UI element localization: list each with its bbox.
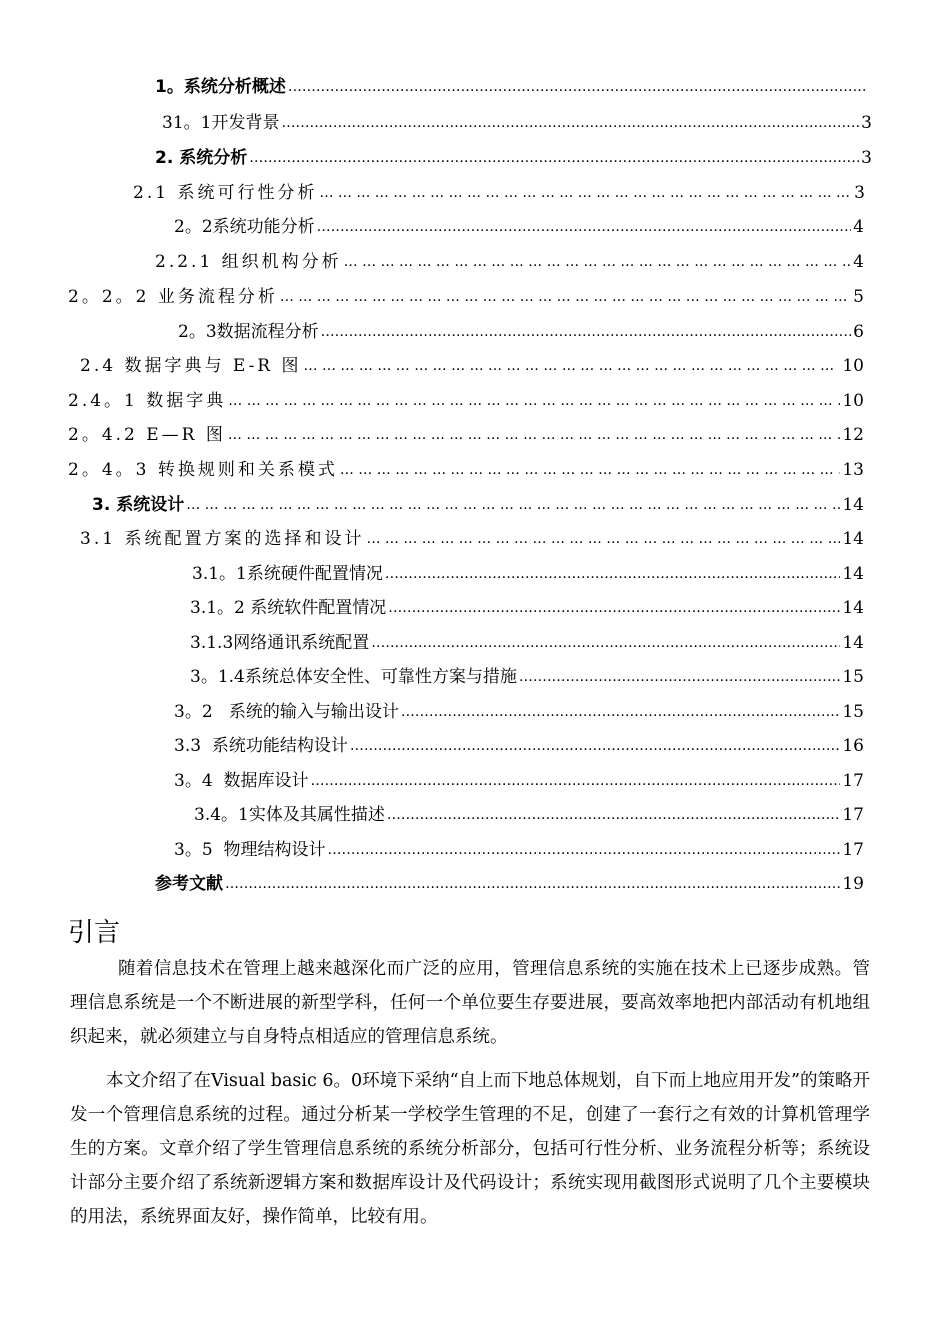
toc-page-number: 19 (842, 874, 864, 894)
toc-leader (310, 764, 840, 798)
toc-entry-label: 参考文献 (155, 874, 223, 894)
toc-page-number: 17 (842, 840, 864, 860)
toc-page-number: 6 (853, 322, 864, 342)
toc-entry[interactable] (155, 141, 872, 175)
toc-entry-label: 3。5 物理结构设计 (174, 840, 326, 860)
toc-page-number: 4 (853, 252, 864, 272)
toc-page-number: 17 (842, 771, 864, 791)
toc-leader (319, 176, 852, 210)
toc-leader (288, 70, 868, 104)
toc-entry[interactable] (68, 280, 864, 314)
toc-entry[interactable] (155, 70, 870, 104)
toc-entry[interactable] (190, 591, 864, 625)
toc-entry[interactable] (174, 210, 864, 244)
toc-leader (401, 695, 841, 729)
toc-leader (228, 418, 840, 452)
toc-leader (321, 315, 852, 349)
toc-entry-label: 2.1 系统可行性分析 (133, 183, 318, 203)
toc-entry[interactable] (194, 798, 864, 832)
intro-paragraph-1: 随着信息技术在管理上越来越深化而广泛的应用，管理信息系统的实施在技术上已逐步成熟。管理信息系统是一个不断进展的新型学科，任何一个单位要生存要进展，要高效率地把内部活动有机地组织起来，就必须建立与自身特点相适应的管理信息系统。 (70, 959, 870, 1047)
toc-entry-label: 3.4。1实体及其属性描述 (194, 805, 385, 825)
toc-entry[interactable] (80, 349, 864, 383)
toc-entry-label: 2. 系统分析 (155, 148, 248, 168)
toc-page-number: 15 (842, 702, 864, 722)
toc-page-number: 17 (842, 805, 864, 825)
toc-leader (387, 798, 841, 832)
toc-entry[interactable] (190, 626, 864, 660)
toc-entry[interactable] (174, 729, 864, 763)
toc-leader (317, 210, 852, 244)
toc-entry[interactable] (174, 695, 864, 729)
toc-page-number: 3 (854, 183, 865, 203)
toc-entry[interactable] (162, 106, 872, 140)
toc-page-number: 10 (842, 391, 864, 411)
toc-leader (385, 557, 841, 591)
toc-entry-label: 2。2。2 业务流程分析 (68, 287, 278, 307)
toc-entry-label: 2。3数据流程分析 (178, 322, 319, 342)
toc-page-number: 16 (842, 736, 864, 756)
toc-entry[interactable] (68, 453, 864, 487)
toc-page-number: 10 (842, 356, 864, 376)
toc-leader (366, 522, 840, 556)
toc-entry-label: 3。2 系统的输入与输出设计 (174, 702, 399, 722)
toc-page-number: 5 (853, 287, 864, 307)
toc-leader (327, 833, 840, 867)
toc-entry-label: 3。1.4系统总体安全性、可靠性方案与措施 (190, 667, 517, 687)
toc-leader (519, 660, 841, 694)
toc-leader (186, 488, 840, 522)
toc-leader (340, 453, 841, 487)
toc-entry-label: 3.3 系统功能结构设计 (174, 736, 348, 756)
toc-entry[interactable] (68, 418, 864, 452)
toc-entry[interactable] (80, 522, 864, 556)
toc-leader (388, 591, 840, 625)
toc-page-number: 3 (861, 113, 872, 133)
toc-page-number: 14 (842, 529, 864, 549)
toc-entry[interactable] (192, 557, 864, 591)
toc-leader (371, 626, 840, 660)
toc-leader (280, 280, 851, 314)
toc-entry-label: 3。4 数据库设计 (174, 771, 309, 791)
toc-page-number: 13 (842, 460, 864, 480)
toc-leader (344, 245, 852, 279)
toc-leader (350, 729, 841, 763)
toc-entry[interactable] (174, 833, 864, 867)
toc-entry[interactable] (68, 384, 864, 418)
toc-entry-label: 31。1开发背景 (162, 113, 280, 133)
toc-entry[interactable] (190, 660, 864, 694)
toc-entry[interactable] (133, 176, 865, 210)
toc-page-number: 14 (842, 564, 864, 584)
toc-entry-label: 3.1.3网络通讯系统配置 (190, 633, 370, 653)
toc-entry-label: 2。2系统功能分析 (174, 217, 315, 237)
toc-entry-label: 3.1 系统配置方案的选择和设计 (80, 529, 365, 549)
toc-page-number: 14 (842, 495, 864, 515)
toc-leader (228, 384, 840, 418)
toc-leader (304, 349, 841, 383)
toc-leader (225, 867, 840, 901)
toc-entry[interactable] (92, 488, 864, 522)
intro-heading: 引言 (68, 918, 121, 948)
toc-leader (249, 141, 859, 175)
toc-entry-label: 1。系统分析概述 (155, 77, 286, 97)
toc-entry[interactable] (174, 764, 864, 798)
toc-page-number: 14 (842, 633, 864, 653)
toc-page-number: 3 (861, 148, 872, 168)
toc-entry-label: 2。4。3 转换规则和关系模式 (68, 460, 338, 480)
toc-entry-label: 3.1。1系统硬件配置情况 (192, 564, 383, 584)
toc-entry-label: 2.2.1 组织机构分析 (155, 252, 342, 272)
toc-entry-label: 2.4 数据字典与 E-R 图 (80, 356, 302, 376)
toc-page-number: 15 (842, 667, 864, 687)
toc-page-number: 4 (853, 217, 864, 237)
toc-entry-label: 3. 系统设计 (92, 495, 185, 515)
toc-entry[interactable] (178, 315, 864, 349)
toc-page-number: 14 (842, 598, 864, 618)
toc-entry-label: 3.1。2 系统软件配置情况 (190, 598, 387, 618)
toc-page-number: 12 (842, 425, 864, 445)
toc-entry-label: 2.4。1 数据字典 (68, 391, 227, 411)
toc-entry[interactable] (155, 245, 864, 279)
toc-entry-label: 2。4.2 E—R 图 (68, 425, 226, 445)
toc-leader (281, 106, 859, 140)
toc-entry[interactable] (155, 867, 864, 901)
intro-paragraph-2: 本文介绍了在Visual basic 6。0环境下采纳“自上而下地总体规划，自下而上地应用开发”的策略开发一个管理信息系统的过程。通过分析某一学校学生管理的不足，创建了一套行之有效的计算机管理学生的方案。文章介绍了学生管理信息系统的系统分析部分，包括可行性分析、业务流程分析等；系统设计部分主要介绍了系统新逻辑方案和数据库设计及代码设计；系统实现用截图形式说明了几个主要模块的用法，系统界面友好，操作简单，比较有用。 (70, 1071, 871, 1227)
